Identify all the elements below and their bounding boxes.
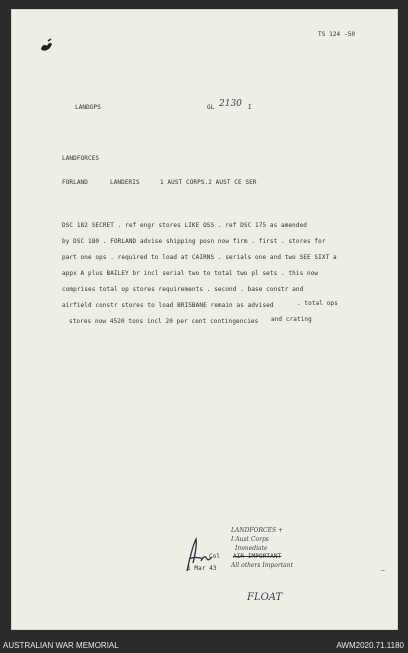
document-page [11, 9, 398, 630]
signature-date: 1 Mar 43 [187, 565, 217, 572]
body-line: DSC 182 SECRET . ref engr stores LIKE OSS . ref DSC 175 as amended [62, 222, 308, 229]
body-line: appx A plus BAILEY br incl serial two to total two pl sets . this now [62, 270, 319, 277]
distribution-note: All others Important [231, 562, 294, 569]
info-addressee-3: 1 AUST CORPS.2 AUST CE SER [160, 179, 257, 186]
from-line: LANDOPS [75, 104, 101, 111]
ink-blot-icon [39, 37, 55, 53]
distribution-note: Immediate [235, 545, 268, 552]
info-addressee-1: FORLAND [62, 179, 88, 186]
body-line: part one ops . required to load at CAIRNS . serials one and two SEE SIXT a [62, 254, 337, 261]
body-line: by DSC 180 . FORLAND advise shipping posn now firm . first . stores for [62, 238, 326, 245]
addressee-to: LANDFORCES [62, 155, 100, 162]
distribution-note: LANDFORCES + [231, 527, 283, 534]
archive-footer [0, 638, 408, 653]
reference-top-right: TS 124 -50 [318, 31, 356, 38]
distribution-note: I Aust Corps [231, 536, 269, 543]
corner-dash: — [381, 567, 385, 574]
body-tail-total-ops: . total ops [297, 300, 338, 307]
precedence-typed: AIR IMPORTANT [233, 553, 282, 560]
info-addressee-2: LANDERIS [110, 179, 140, 186]
ref-number-handwritten: 2130 [219, 99, 242, 109]
footer-institution: AUSTRALIAN WAR MEMORIAL [3, 641, 119, 650]
footer-accession-number: AWM2020.71.1180 [336, 641, 404, 650]
body-tail-crating: and crating [271, 316, 312, 323]
body-line: stores now 4520 tons incl 20 per cent contingencies [69, 318, 259, 325]
ref-suffix: I [248, 104, 252, 111]
body-line: comprises total op stores requirements . second . base constr and [62, 286, 304, 293]
signature-col: Col [209, 553, 221, 560]
float-note: FLOAT [247, 592, 283, 603]
ref-number: GL [207, 104, 215, 111]
body-line: airfield constr stores to load BRISBANE remain as advised [62, 302, 274, 309]
